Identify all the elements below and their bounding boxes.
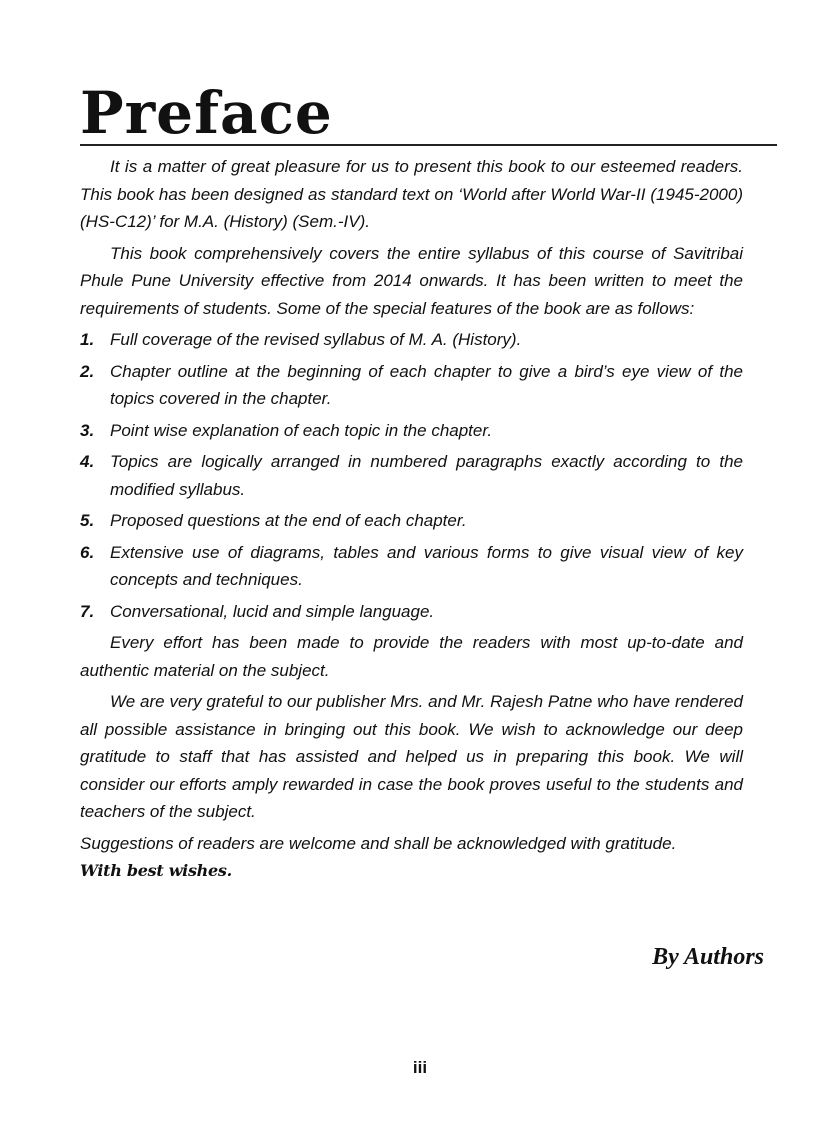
list-item — [80, 417, 743, 445]
list-number: 3. — [80, 420, 95, 440]
list-text: Point wise explanation of each topic in the chapter. — [110, 420, 493, 440]
list-item — [80, 507, 743, 535]
list-item — [80, 326, 743, 354]
page-number: iii — [412, 1058, 428, 1077]
list-item — [80, 358, 743, 413]
suggestions-line: Suggestions of readers are welcome and shall be acknowledged with gratitude. — [80, 833, 677, 853]
list-text: Conversational, lucid and simple language. — [110, 601, 435, 621]
list-number: 6. — [80, 542, 95, 562]
preface-body — [80, 153, 743, 885]
list-item — [80, 539, 743, 594]
list-number: 5. — [80, 511, 95, 530]
list-number: 2. — [80, 361, 95, 381]
list-number: 1. — [80, 330, 95, 349]
list-text: Full coverage of the revised syllabus of M. A. (History). — [110, 330, 522, 349]
title-underline — [80, 144, 777, 146]
best-wishes: With best wishes. — [80, 861, 232, 880]
list-text: Chapter outline at the beginning of each chapter to give a bird’s eye view of the topics covered in the chapter. — [110, 361, 743, 408]
syllabus-paragraph: This book comprehensively covers the entire syllabus of this course of Savitribai Phule Pune University effective from 2014 onwards. It has been written to meet the requirements of students. Some of the special features of the book are as follows: — [80, 243, 743, 318]
list-number: 7. — [80, 601, 95, 621]
list-text: Extensive use of diagrams, tables and various forms to give visual view of key concepts and techniques. — [110, 542, 743, 589]
signature: By Authors — [652, 944, 764, 970]
list-text: Topics are logically arranged in numbered paragraphs exactly according to the modified syllabus. — [110, 452, 743, 499]
list-number: 4. — [80, 452, 95, 471]
intro-paragraph: It is a matter of great pleasure for us to present this book to our esteemed readers. This book has been designed as standard text on ‘World after World War-II (1945-2000) (HS-C12)’ for M.A. (History) (Sem.-IV). — [80, 157, 743, 231]
gratitude-paragraph: We are very grateful to our publisher Mrs. and Mr. Rajesh Patne who have rendered all possible assistance in bringing out this book. We wish to acknowledge our deep gratitude to staff that has assisted and helped us in preparing this book. We will consider our efforts amply rewarded in case the book proves useful to the students and teachers of the subject. — [80, 692, 743, 821]
list-text: Proposed questions at the end of each chapter. — [110, 511, 467, 530]
page-title: Preface — [80, 79, 333, 147]
list-item — [80, 448, 743, 503]
uptodate-paragraph: Every effort has been made to provide the readers with most up-to-date and authentic material on the subject. — [80, 633, 743, 680]
list-item — [80, 598, 743, 626]
features-list — [80, 326, 743, 625]
